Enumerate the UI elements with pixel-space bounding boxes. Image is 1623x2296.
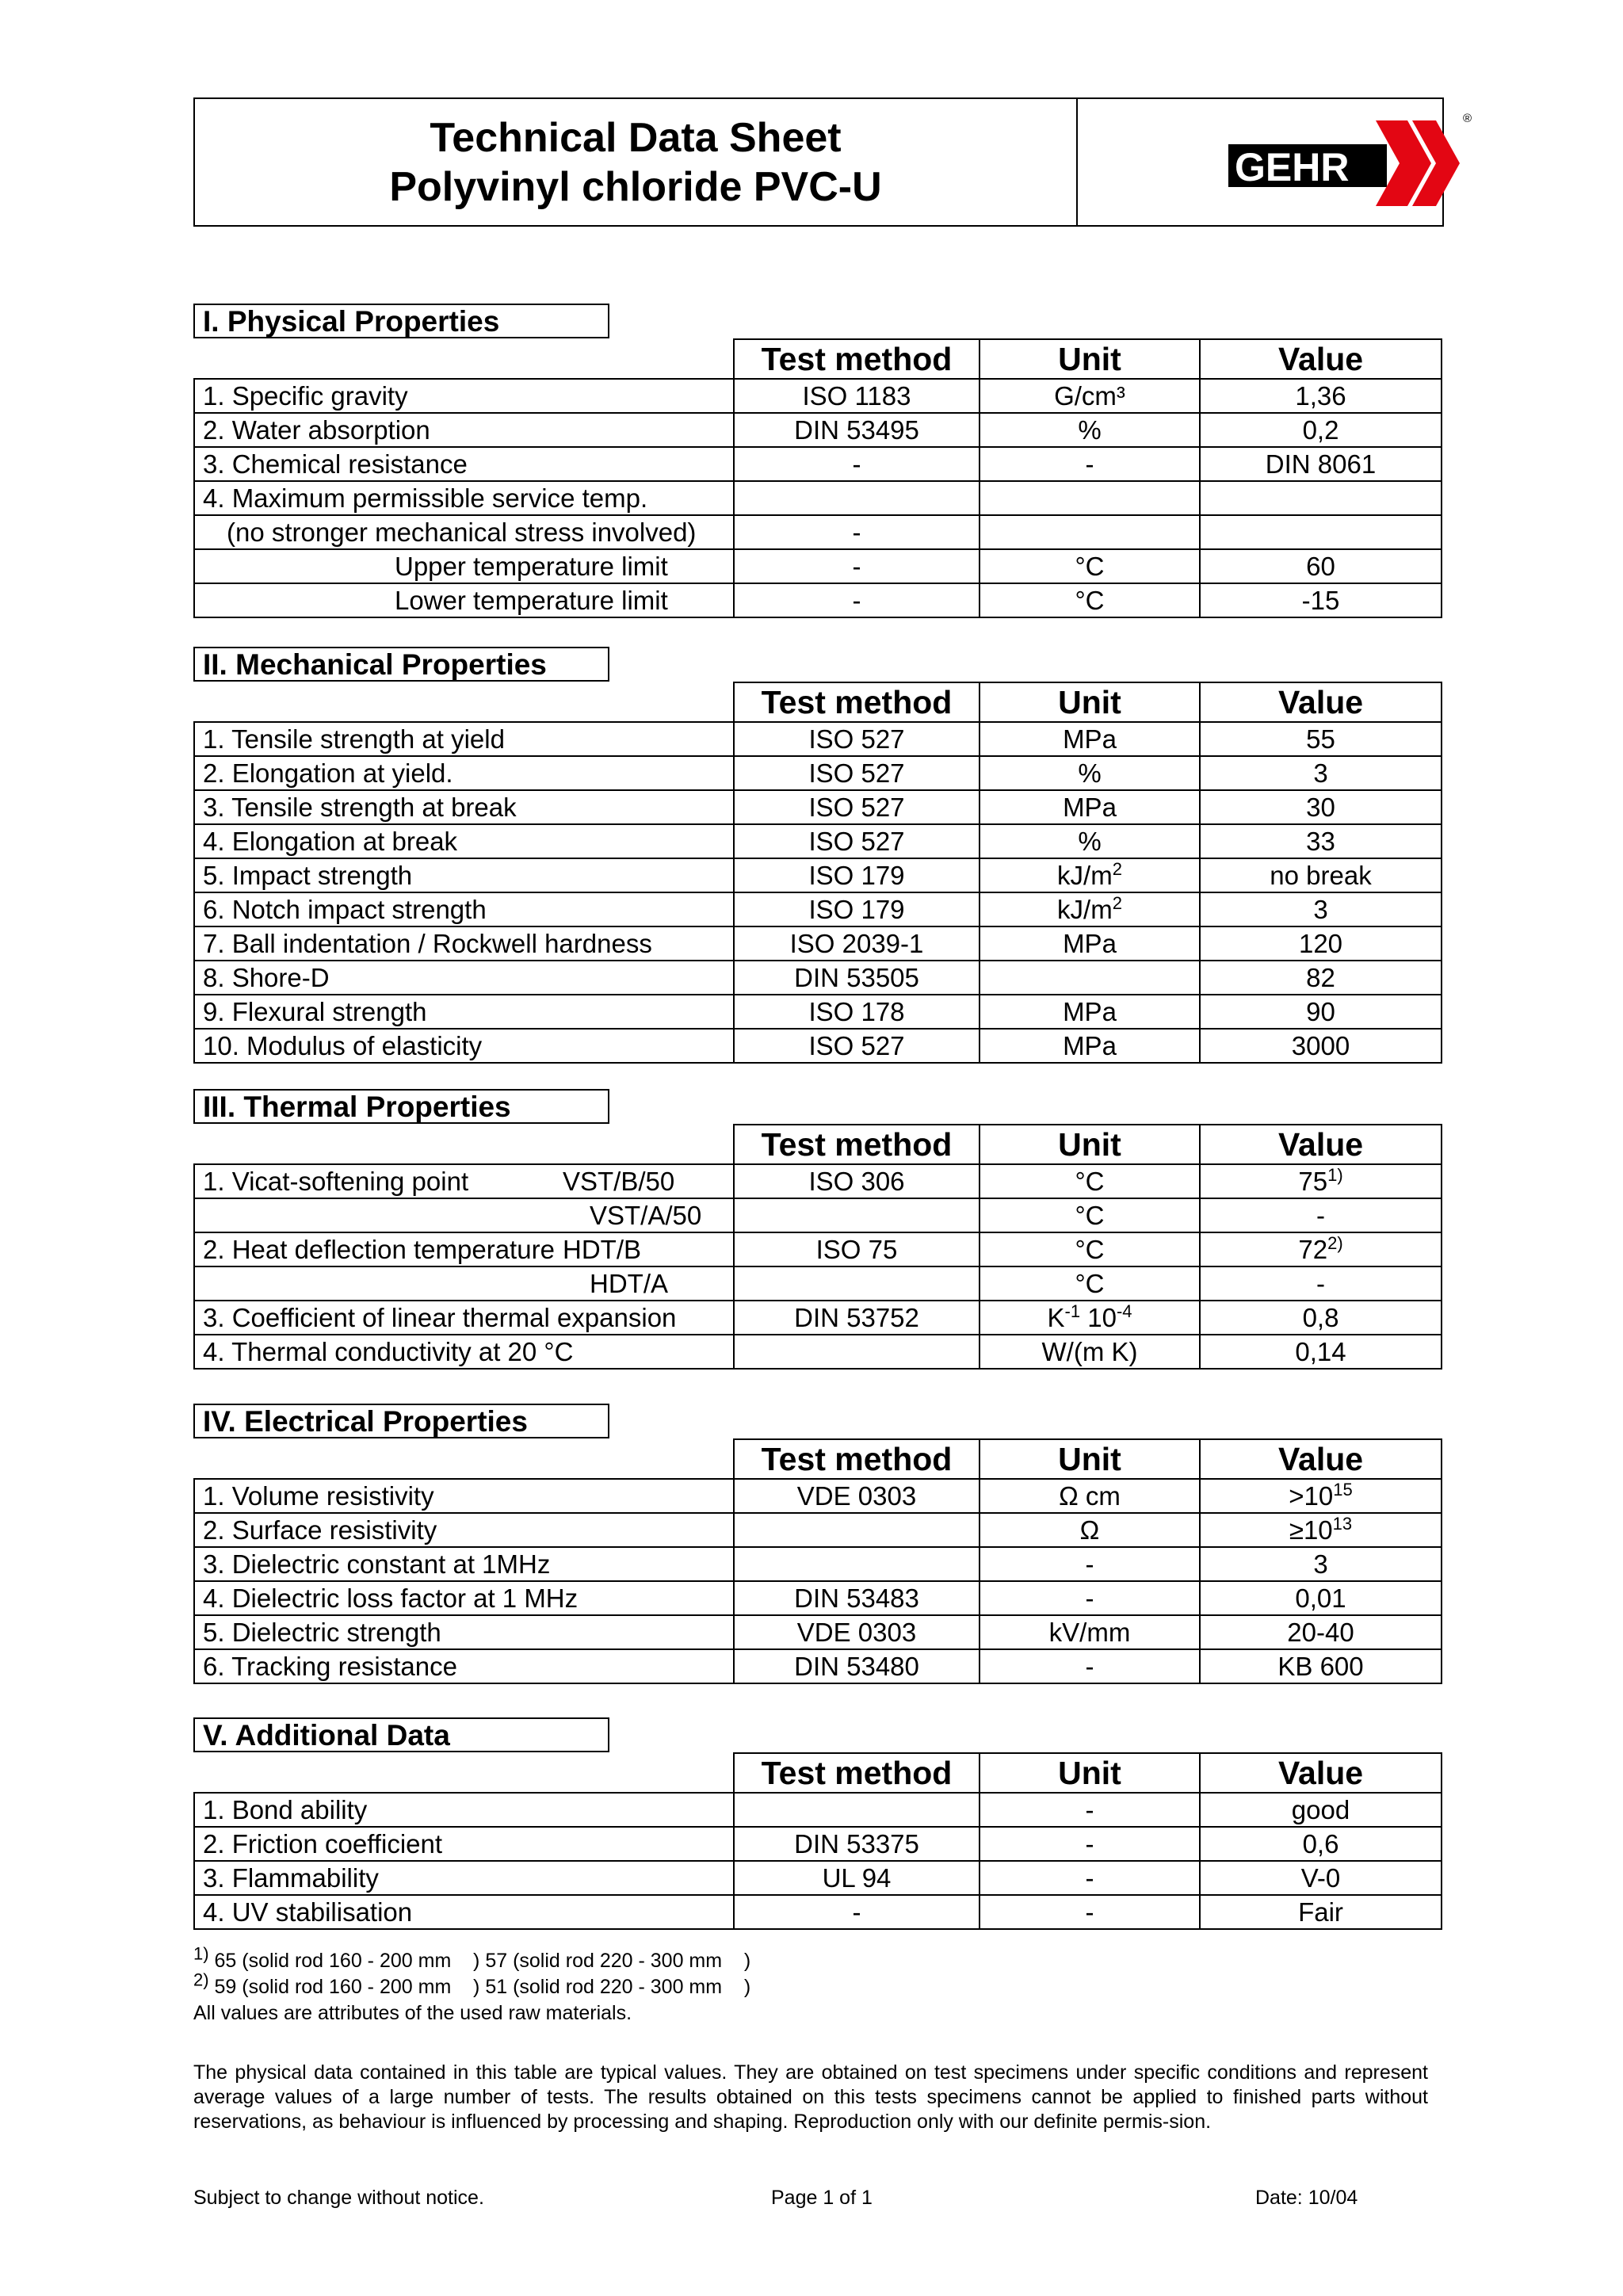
header-value: Value [1200,682,1442,722]
property-name: 6. Tracking resistance [194,1649,734,1683]
table-row [194,1895,1442,1929]
table-row [194,1581,1442,1615]
property-name: 7. Ball indentation / Rockwell hardness [194,926,734,961]
property-name: 3. Coefficient of linear thermal expansion [194,1301,734,1335]
property-name: 1. Specific gravity [194,379,734,413]
section-title: V. Additional Data [193,1717,609,1752]
header-unit: Unit [980,1125,1200,1164]
test-method: DIN 53505 [734,961,980,995]
unit: % [980,824,1200,858]
value: 0,6 [1200,1827,1442,1861]
table-row [194,756,1442,790]
footer-page-number: Page 1 of 1 [771,2187,873,2209]
property-name: 6. Notch impact strength [194,892,734,926]
unit: MPa [980,926,1200,961]
header-unit: Unit [980,682,1200,722]
test-method [734,1793,980,1827]
property-name: 4. UV stabilisation [194,1895,734,1929]
unit: - [980,1547,1200,1581]
property-name: 2. Water absorption [194,413,734,447]
value: 75$^{1)}$ [1200,1164,1442,1198]
unit [980,961,1200,995]
table-row [194,515,1442,549]
footnote-2: $^{2)}$ 59 (solid rod 160 - 200 mm ) 51 (solid rod 220 - 300 mm ) [193,1969,751,1998]
unit: MPa [980,995,1200,1029]
test-method: UL 94 [734,1861,980,1895]
section-physical [193,304,1442,618]
test-method: ISO 179 [734,858,980,892]
table-row [194,1198,1442,1232]
table-row [194,926,1442,961]
table-row [194,1479,1442,1513]
table-row [194,481,1442,515]
table-header-row [194,1125,1442,1164]
unit: MPa [980,722,1200,756]
value: 20-40 [1200,1615,1442,1649]
section-additional [193,1717,1442,1930]
table-row [194,1164,1442,1198]
property-name: 9. Flexural strength [194,995,734,1029]
unit: °C [980,1232,1200,1266]
value: 0,8 [1200,1301,1442,1335]
property-name: 2. Heat deflection temperature HDT/B [194,1232,734,1266]
unit: $kJ/m^2$ [980,892,1200,926]
table-row [194,1301,1442,1335]
unit: - [980,1581,1200,1615]
value: 55 [1200,722,1442,756]
sheet-header [193,97,1472,227]
footer-notice: Subject to change without notice. [193,2187,484,2209]
value: $\ge 10^{13}$ [1200,1513,1442,1547]
value: 0,01 [1200,1581,1442,1615]
footnotes [193,1943,751,2027]
unit: °C [980,583,1200,617]
properties-table [193,1438,1442,1684]
value [1200,515,1442,549]
value: no break [1200,858,1442,892]
value: $>10^{15}$ [1200,1479,1442,1513]
property-name: 3. Flammability [194,1861,734,1895]
logo-cell [1078,99,1472,225]
table-row [194,961,1442,995]
section-title: II. Mechanical Properties [193,647,609,682]
property-name: 3. Dielectric constant at 1MHz [194,1547,734,1581]
footer-date: Date: 10/04 [1255,2187,1358,2209]
table-row [194,790,1442,824]
test-method: DIN 53480 [734,1649,980,1683]
value: good [1200,1793,1442,1827]
property-name: 1. Bond ability [194,1793,734,1827]
value: 3 [1200,756,1442,790]
table-row [194,379,1442,413]
unit: °C [980,1266,1200,1301]
value: 82 [1200,961,1442,995]
table-row [194,447,1442,481]
property-name: Upper temperature limit [194,549,734,583]
test-variant: HDT/B [563,1235,641,1264]
test-method [734,481,980,515]
header-test-method: Test method [734,1753,980,1793]
property-name: (no stronger mechanical stress involved) [194,515,734,549]
value: 3 [1200,892,1442,926]
header-value: Value [1200,339,1442,379]
property-name: 5. Dielectric strength [194,1615,734,1649]
test-method: ISO 2039-1 [734,926,980,961]
value: 60 [1200,549,1442,583]
properties-table [193,338,1442,618]
value [1200,481,1442,515]
test-method: - [734,549,980,583]
material-title: Polyvinyl chloride PVC-U [389,163,882,210]
unit [980,515,1200,549]
unit: % [980,756,1200,790]
property-name: 4. Maximum permissible service temp. [194,481,734,515]
test-method [734,1513,980,1547]
properties-table [193,1752,1442,1930]
svg-text:GEHR: GEHR [1235,145,1350,189]
unit: G/cm³ [980,379,1200,413]
value: 1,36 [1200,379,1442,413]
test-method: ISO 306 [734,1164,980,1198]
test-variant: HDT/A [194,1266,734,1301]
table-row [194,1513,1442,1547]
table-header-row [194,1753,1442,1793]
title-cell [195,99,1078,225]
header-unit: Unit [980,339,1200,379]
unit: $K^{-1}$ $10^{-4}$ [980,1301,1200,1335]
property-name: 4. Thermal conductivity at 20 °C [194,1335,734,1369]
unit: W/(m K) [980,1335,1200,1369]
test-method: DIN 53483 [734,1581,980,1615]
section-thermal [193,1089,1442,1370]
header-unit: Unit [980,1753,1200,1793]
table-header-row [194,1439,1442,1479]
footnote-1: $^{1)}$ 65 (solid rod 160 - 200 mm ) 57 (solid rod 220 - 300 mm ) [193,1943,751,1972]
property-name: 3. Chemical resistance [194,447,734,481]
footnote-3: All values are attributes of the used raw materials. [193,2002,632,2024]
registered-mark: ® [1463,112,1472,125]
value: DIN 8061 [1200,447,1442,481]
test-method: ISO 1183 [734,379,980,413]
table-row [194,858,1442,892]
table-header-row [194,682,1442,722]
properties-table [193,682,1442,1064]
table-header-row [194,339,1442,379]
table-row [194,413,1442,447]
sheet-title: Technical Data Sheet [430,114,842,161]
value: - [1200,1266,1442,1301]
test-method: ISO 527 [734,722,980,756]
test-variant: VST/A/50 [194,1198,734,1232]
test-method: DIN 53495 [734,413,980,447]
value: -15 [1200,583,1442,617]
unit: kV/mm [980,1615,1200,1649]
property-name: 4. Dielectric loss factor at 1 MHz [194,1581,734,1615]
table-row [194,1615,1442,1649]
unit: MPa [980,790,1200,824]
unit: °C [980,1198,1200,1232]
table-row [194,824,1442,858]
test-method: - [734,515,980,549]
section-electrical [193,1404,1442,1684]
test-method: - [734,447,980,481]
section-title: I. Physical Properties [193,304,609,338]
property-name: 1. Vicat-softening point VST/B/50 [194,1164,734,1198]
header-unit: Unit [980,1439,1200,1479]
value: 90 [1200,995,1442,1029]
test-method: VDE 0303 [734,1479,980,1513]
property-name: 2. Friction coefficient [194,1827,734,1861]
property-name: 3. Tensile strength at break [194,790,734,824]
value: Fair [1200,1895,1442,1929]
test-method: ISO 75 [734,1232,980,1266]
test-method: ISO 527 [734,824,980,858]
value: 72$^{2)}$ [1200,1232,1442,1266]
test-method [734,1335,980,1369]
unit: °C [980,549,1200,583]
table-row [194,1547,1442,1581]
table-row [194,1029,1442,1063]
section-title: III. Thermal Properties [193,1089,609,1124]
table-row [194,1793,1442,1827]
properties-table [193,1124,1442,1370]
table-row [194,722,1442,756]
test-method [734,1198,980,1232]
table-row [194,583,1442,617]
test-method: ISO 527 [734,1029,980,1063]
property-name: 10. Modulus of elasticity [194,1029,734,1063]
test-method: DIN 53375 [734,1827,980,1861]
test-method: ISO 527 [734,790,980,824]
test-method: ISO 527 [734,756,980,790]
value: 0,2 [1200,413,1442,447]
unit: - [980,1827,1200,1861]
table-row [194,549,1442,583]
header-value: Value [1200,1439,1442,1479]
unit [980,481,1200,515]
header-test-method: Test method [734,1439,980,1479]
property-name: Lower temperature limit [194,583,734,617]
unit: Ω [980,1513,1200,1547]
table-row [194,995,1442,1029]
value: 3 [1200,1547,1442,1581]
test-method: VDE 0303 [734,1615,980,1649]
unit: - [980,447,1200,481]
unit: - [980,1861,1200,1895]
value: 3000 [1200,1029,1442,1063]
property-name: 4. Elongation at break [194,824,734,858]
unit: °C [980,1164,1200,1198]
table-row [194,892,1442,926]
header-test-method: Test method [734,682,980,722]
property-name: 2. Surface resistivity [194,1513,734,1547]
value: - [1200,1198,1442,1232]
header-test-method: Test method [734,339,980,379]
unit: - [980,1895,1200,1929]
disclaimer-text: The physical data contained in this table are typical values. They are obtained on test specimens under specific conditions and represent average values of a large number of tests. The results obtained on this tests specimens cannot be applied to finished parts without reservations, as behaviour is influenced by processing and shaping. Reproduction only with our definite permis-sion. [193,2061,1428,2133]
test-variant: VST/B/50 [563,1167,675,1196]
value: V-0 [1200,1861,1442,1895]
value: 30 [1200,790,1442,824]
value: 120 [1200,926,1442,961]
section-title: IV. Electrical Properties [193,1404,609,1438]
test-method: - [734,583,980,617]
table-row [194,1861,1442,1895]
value: 0,14 [1200,1335,1442,1369]
test-method [734,1266,980,1301]
header-value: Value [1200,1753,1442,1793]
table-row [194,1827,1442,1861]
property-name: 2. Elongation at yield. [194,756,734,790]
unit: $kJ/m^2$ [980,858,1200,892]
unit: MPa [980,1029,1200,1063]
value: 33 [1200,824,1442,858]
test-method: ISO 179 [734,892,980,926]
property-name: 5. Impact strength [194,858,734,892]
unit: % [980,413,1200,447]
header-value: Value [1200,1125,1442,1164]
section-mechanical [193,647,1442,1064]
test-method [734,1547,980,1581]
value: KB 600 [1200,1649,1442,1683]
table-row [194,1266,1442,1301]
test-method: DIN 53752 [734,1301,980,1335]
test-method: - [734,1895,980,1929]
unit: - [980,1649,1200,1683]
test-method: ISO 178 [734,995,980,1029]
table-row [194,1232,1442,1266]
table-row [194,1335,1442,1369]
unit: Ω cm [980,1479,1200,1513]
property-name: 1. Tensile strength at yield [194,722,734,756]
header-test-method: Test method [734,1125,980,1164]
table-row [194,1649,1442,1683]
property-name: 1. Volume resistivity [194,1479,734,1513]
unit: - [980,1793,1200,1827]
gehr-logo [1228,120,1466,206]
property-name: 8. Shore-D [194,961,734,995]
